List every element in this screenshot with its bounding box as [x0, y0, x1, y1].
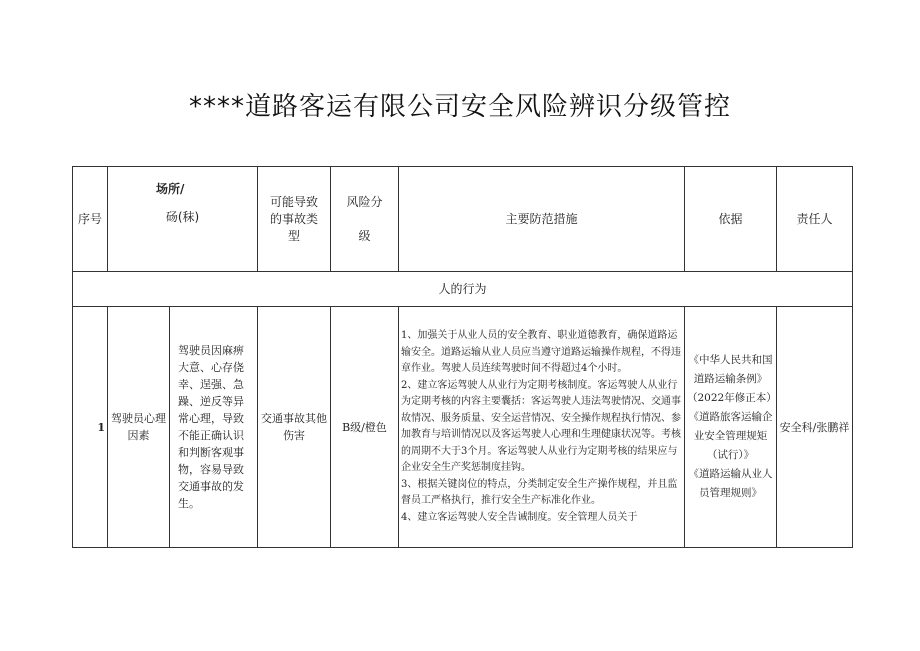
row-risk-factor: 驾驶员因麻痹大意、心存侥幸、逞强、急躁、逆反等异常心理，导致不能正确认识和判断客观事物，容易导致交通事故的发生。 [170, 307, 258, 548]
row-basis [685, 307, 777, 548]
header-place-unit [108, 167, 258, 272]
basis-item: 《中华人民共和国道路运输条例》（2022年修正本） [687, 354, 777, 404]
basis-item: 《道路旅客运输企业安全管理规矩（试行）》 [688, 411, 773, 461]
risk-control-table [72, 166, 853, 548]
header-row [73, 167, 853, 272]
document-title: ****道路客运有限公司安全风险辨识分级管控 [188, 92, 731, 122]
row-accident-type: 交通事故其他伤害 [258, 307, 331, 548]
row-measures [399, 307, 685, 548]
row-seq: 1 [73, 307, 108, 548]
measure-item: 4、建立客运驾驶人安全告诫制度。安全管理人员关于 [401, 511, 638, 523]
measure-item: 2、建立客运驾驶人从业行为定期考核制度。客运驾驶人从业行为定期考核的内容主要囊括：客运驾驶人违法驾驶情况、交通事故情况、服务质量、安全运营情况、安全操作规程执行情况、参加教育与培训情况以及客运驾驶人心理和生理健康状况等。考核的周期不大于3个月。客运驾驶人从业行为定期考核的结果应与企业安全生产奖惩制度挂钩。 [401, 379, 681, 473]
basis-item: 《道路运输从业人员管理规则》 [688, 468, 773, 499]
header-unit: 砀(秣) [165, 210, 200, 224]
row-responsible: 安全科/张鹏祥 [777, 307, 853, 548]
header-risk-level [331, 167, 399, 272]
row-place: 驾驶员心理因素 [108, 307, 170, 548]
header-accident-type: 可能导致的事故类型 [258, 167, 331, 272]
header-risk-level-line2: 级 [358, 229, 371, 243]
header-basis: 依据 [685, 167, 777, 272]
header-responsible: 责任人 [777, 167, 853, 272]
header-measures: 主要防范措施 [399, 167, 685, 272]
section-human-behavior: 人的行为 [73, 272, 853, 307]
header-seq: 序号 [73, 167, 108, 272]
section-row [73, 272, 853, 307]
header-risk-level-line1: 风险分 [346, 195, 383, 209]
measure-item: 1、加强关于从业人员的安全教育、职业道德教育，确保道路运输安全。道路运输从业人员应当遵守道路运输操作规程，不得违章作业。驾驶人员连续驾驶时间不得超过4个小时。 [401, 330, 681, 374]
table-row [73, 307, 853, 548]
header-place: 场所/ [156, 182, 185, 196]
row-risk-level: B级/橙色 [331, 307, 399, 548]
measure-item: 3、根据关键岗位的特点，分类制定安全生产操作规程，并且监督员工严格执行，推行安全生产标准化作业。 [401, 478, 678, 506]
